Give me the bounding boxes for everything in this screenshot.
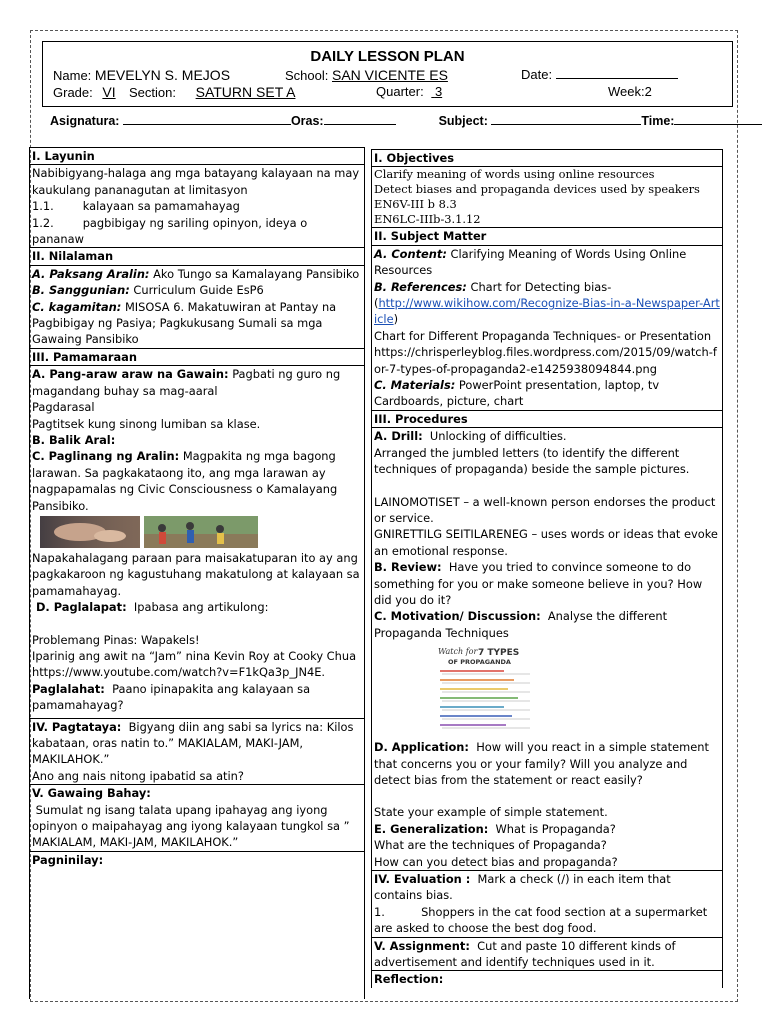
- subject-matter-section: II. Subject Matter: [371, 227, 723, 244]
- procedures-section: III. Procedures: [371, 410, 723, 427]
- procedures-body: A. Drill: Unlocking of difficulties. Arranged the jumbled letters (to identify the different techniques of propaganda) beside the sample pictures. LAINOMOTISET – a well-known person endorses the product or service. GNIRETTILG SEITILARENEG – uses words or ideas that evoke an emotional response. B. Review: Have you tried to convince someone to do something for you or make someone believe in you? How did you do it? C. Motivation/ Discussion: Analyse the different Propaganda Techniques Watch for 7 TYPES OF PROPAGANDA D. Application: How will you react in a simple statement that concerns you or your family? Will you analyze and detect bias from the statement or react easily? State your example of simple statement. E. Generalization: What is Propaganda? What are the techniques of Propaganda? How can you detect bias and propaganda?: [371, 427, 723, 870]
- quarter-field: Quarter: 3: [376, 84, 524, 99]
- quarter-value: 3: [434, 84, 443, 99]
- objectives-body: Clarify meaning of words using online resources Detect biases and propaganda devices used by speakers EN6V-III b 8.3 EN6LC-IIIb-3.1.12: [371, 166, 723, 227]
- grade-value: VI: [102, 84, 116, 100]
- pagtataya-section: IV. Pagtataya: Bigyang diin ang sabi sa lyrics na: Kilos kabataan, oras natin to.” MAKIALAM, MAKI-JAM, MAKILAHOK.” Ano ang nais nitong ipabatid sa atin?: [29, 718, 365, 785]
- layunin-section: I. Layunin: [29, 147, 365, 164]
- section-value: SATURN SET A: [195, 84, 296, 100]
- subject-row: Asignatura: Oras: Subject: Time:: [50, 114, 730, 128]
- pamamaraan-section: III. Pamamaraan: [29, 348, 365, 365]
- civic-photo-image: [40, 516, 258, 548]
- poster-title-3: OF PROPAGANDA: [448, 658, 511, 667]
- week-field: Week:2: [608, 84, 652, 99]
- date-blank: [556, 78, 678, 79]
- propaganda-poster: [434, 645, 542, 735]
- name-value: MEVELYN S. MEJOS: [94, 67, 231, 83]
- poster-title-1: Watch for: [438, 647, 478, 657]
- section-field: Section: SATURN SET A: [129, 84, 296, 100]
- school-field: School: SAN VICENTE ES: [285, 67, 448, 83]
- assignment-section: V. Assignment: Cut and paste 10 different kinds of advertisement and identify techniques used in it.: [371, 937, 723, 971]
- name-field: Name: MEVELYN S. MEJOS: [53, 67, 231, 83]
- grade-field: Grade: VI: [53, 84, 116, 100]
- gawaing-bahay-section: V. Gawaing Bahay: Sumulat ng isang talata upang ipahayag ang iyong opinyon o maipahayag ang iyong kalayaan tungkol sa ” MAKIALAM, MAKI-JAM, MAKILAHOK.”: [29, 784, 365, 851]
- page-title: DAILY LESSON PLAN: [310, 48, 465, 65]
- layunin-body: Nabibigyang-halaga ang mga batayang kalayaan na may kaukulang pananagutan at limitasyon 1.1. kalayaan sa pamamahayag 1.2. pagbibigay ng sariling opinyon, ideya o pananaw: [29, 164, 365, 247]
- left-column: [29, 147, 365, 999]
- nilalaman-body: A. Paksang Aralin: Ako Tungo sa Kamalayang Pansibiko B. Sanggunian: Curriculum Guide EsP6 C. kagamitan: MISOSA 6. Makatuwiran at Pantay na Pagbibigay ng Pasiya; Pagkukusang Sumali sa mga Gawaing Pansibiko: [29, 265, 365, 348]
- subject-matter-body: A. Content: Clarifying Meaning of Words Using Online Resources B. References: Chart for Detecting bias- (http://www.wikihow.com/Recognize-Bias-in-a-Newspaper-Article) Chart for Different Propaganda Techniques- or Presentation https://chrisperleyblog.files.wordpress.com/2015/09/watch-for-7-types-of-propaganda2-e1425938094844.png C. Materials: PowerPoint presentation, laptop, tv Cardboards, picture, chart: [371, 245, 723, 410]
- objectives-section: I. Objectives: [371, 149, 723, 166]
- wikihow-link[interactable]: http://www.wikihow.com/Recognize-Bias-in-a-Newspaper-Article: [374, 296, 720, 327]
- pagninilay-section: Pagninilay:: [29, 851, 365, 999]
- nilalaman-section: II. Nilalaman: [29, 247, 365, 264]
- poster-title-2: 7 TYPES: [478, 648, 520, 659]
- date-field: Date:: [521, 67, 678, 82]
- pamamaraan-body: A. Pang-araw araw na Gawain: Pagbati ng guro ng magandang buhay sa mag-aaral Pagdarasal Pagtitsek kung sinong lumiban sa klase. B. Balik Aral: C. Paglinang ng Aralin: Magpakita ng mga bagong larawan. Sa pagkakataong ito, ang mga larawan ay nagpapamalas ng Civic Consciousness o Kamalayang Pansibiko. Napakahalagang paraan para maisakatuparan ito ay ang pagkakaroon ng kagustuhang makatulong at kalayaan sa pamamahayag. D. Paglalapat: Ipabasa ang artikulong: Problemang Pinas: Wapakels! Iparinig ang awit na “Jam” nina Kevin Roy at Cooky Chua https://www.youtube.com/watch?v=F1kQa3p_JN4E. Paglalahat: Paano ipinapakita ang kalayaan sa pamamahayag?: [29, 365, 365, 717]
- reflection-section: Reflection:: [371, 970, 723, 988]
- right-column: [371, 149, 723, 988]
- civic-photos: [40, 516, 362, 548]
- header-box: [42, 41, 733, 107]
- school-value: SAN VICENTE ES: [332, 67, 448, 83]
- evaluation-section: IV. Evaluation : Mark a check (/) in each item that contains bias. 1. Shoppers in the cat food section at a supermarket are asked to choose the best dog food.: [371, 870, 723, 937]
